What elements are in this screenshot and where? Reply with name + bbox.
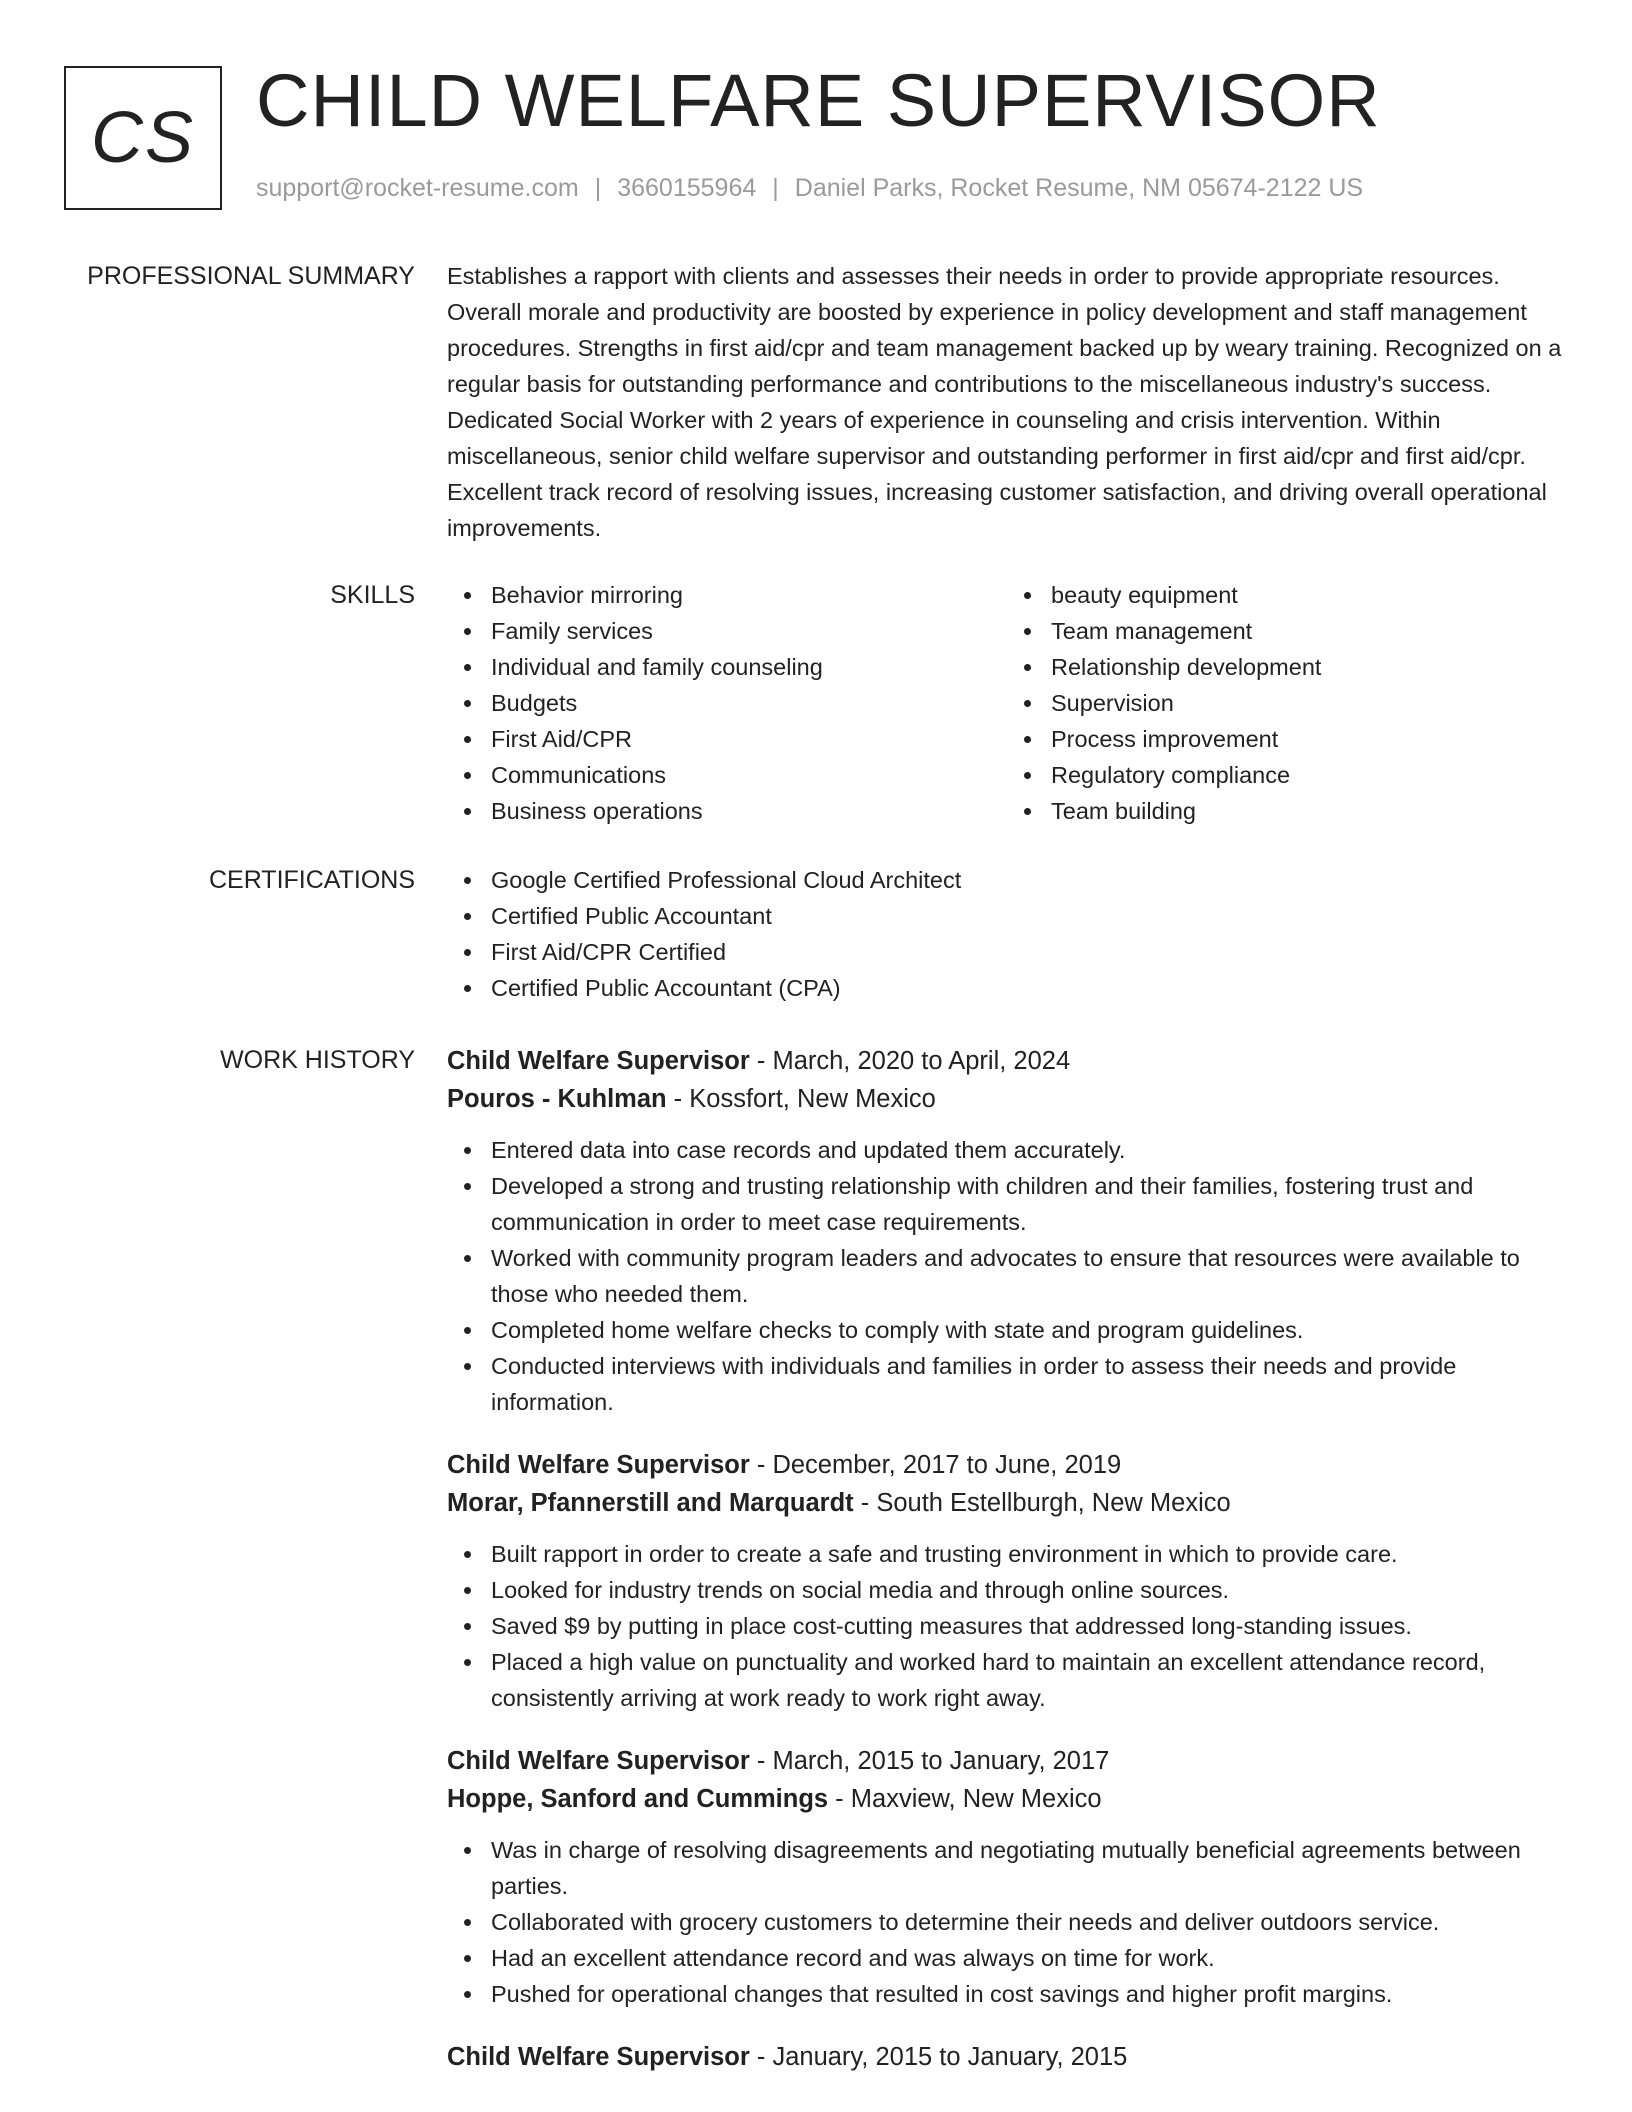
certification-item: Google Certified Professional Cloud Architect xyxy=(491,862,1567,898)
job-duty: Was in charge of resolving disagreements and negotiating mutually beneficial agreements between parties. xyxy=(491,1832,1567,1904)
skill-item: Regulatory compliance xyxy=(1051,757,1567,793)
job-duty: Developed a strong and trusting relationship with children and their families, fostering trust and communication in order to meet case requirements. xyxy=(491,1168,1567,1240)
skills-list-left xyxy=(447,577,1007,829)
job-entry xyxy=(447,1742,1567,2012)
job-duty: Looked for industry trends on social media and through online sources. xyxy=(491,1572,1567,1608)
job-dates: December, 2017 to June, 2019 xyxy=(772,1451,1122,1479)
job-duties xyxy=(447,1832,1567,2012)
certifications-body xyxy=(447,862,1567,1006)
job-company-line: Pouros - Kuhlman - Kossfort, New Mexico xyxy=(447,1085,936,1113)
job-duty: Saved $9 by putting in place cost-cutting measures that addressed long-standing issues. xyxy=(491,1608,1567,1644)
job-location: Maxview, New Mexico xyxy=(850,1785,1102,1813)
job-duty: Conducted interviews with individuals and families in order to assess their needs and provide information. xyxy=(491,1348,1567,1420)
job-duty: Entered data into case records and updated them accurately. xyxy=(491,1132,1567,1168)
skill-item: beauty equipment xyxy=(1051,577,1567,613)
monogram-badge: CS xyxy=(64,66,222,210)
job-location: Kossfort, New Mexico xyxy=(689,1085,936,1113)
skill-item: First Aid/CPR xyxy=(491,721,1007,757)
job-duties xyxy=(447,1132,1567,1420)
job-title-line: Child Welfare Supervisor - March, 2015 to January, 2017 xyxy=(447,1747,1110,1775)
page-title: CHILD WELFARE SUPERVISOR xyxy=(256,59,1381,142)
job-company-line: Morar, Pfannerstill and Marquardt - South Estellburgh, New Mexico xyxy=(447,1489,1231,1517)
contact-line xyxy=(256,174,1363,203)
work-history-heading: WORK HISTORY xyxy=(220,1046,415,1074)
job-duty: Placed a high value on punctuality and worked hard to maintain an excellent attendance record, consistently arriving at work ready to work right away. xyxy=(491,1644,1567,1716)
contact-address: Daniel Parks, Rocket Resume, NM 05674-2122 US xyxy=(794,174,1364,202)
skill-item: Business operations xyxy=(491,793,1007,829)
job-entry xyxy=(447,1042,1567,1420)
skills-list-right xyxy=(1007,577,1567,829)
job-title: Child Welfare Supervisor xyxy=(447,1451,750,1479)
skill-item: Process improvement xyxy=(1051,721,1567,757)
certification-item: Certified Public Accountant xyxy=(491,898,1567,934)
contact-separator: | xyxy=(594,174,602,202)
job-duty: Completed home welfare checks to comply with state and program guidelines. xyxy=(491,1312,1567,1348)
skill-item: Family services xyxy=(491,613,1007,649)
job-duty: Built rapport in order to create a safe and trusting environment in which to provide care. xyxy=(491,1536,1567,1572)
skill-item: Communications xyxy=(491,757,1007,793)
job-dates: March, 2015 to January, 2017 xyxy=(772,1747,1110,1775)
skill-item: Individual and family counseling xyxy=(491,649,1007,685)
job-dates: March, 2020 to April, 2024 xyxy=(772,1047,1071,1075)
contact-separator: | xyxy=(772,174,779,202)
skill-item: Relationship development xyxy=(1051,649,1567,685)
certification-item: First Aid/CPR Certified xyxy=(491,934,1567,970)
job-title: Child Welfare Supervisor xyxy=(447,2043,750,2071)
job-title-line: Child Welfare Supervisor - March, 2020 to April, 2024 xyxy=(447,1047,1071,1075)
contact-email: support@rocket-resume.com xyxy=(256,174,579,202)
skill-item: Behavior mirroring xyxy=(491,577,1007,613)
certification-item: Certified Public Accountant (CPA) xyxy=(491,970,1567,1006)
skill-item: Team management xyxy=(1051,613,1567,649)
job-title-line: Child Welfare Supervisor - January, 2015 to January, 2015 xyxy=(447,2043,1128,2071)
summary-text: Establishes a rapport with clients and assesses their needs in order to provide appropriate resources. Overall morale and productivity are boosted by experience in policy development and staff management procedures. Strengths in first aid/cpr and team management backed up by weary training. Recognized on a regular basis for outstanding performance and contributions to the miscellaneous industry's success. Dedicated Social Worker with 2 years of experience in counseling and crisis intervention. Within miscellaneous, senior child welfare supervisor and outstanding performer in first aid/cpr and first aid/cpr. Excellent track record of resolving issues, increasing customer satisfaction, and driving overall operational improvements. xyxy=(447,263,1562,541)
skill-item: Team building xyxy=(1051,793,1567,829)
job-company: Pouros - Kuhlman xyxy=(447,1085,667,1113)
skills-body xyxy=(447,577,1567,829)
job-dates: January, 2015 to January, 2015 xyxy=(772,2043,1128,2071)
contact-phone: 3660155964 xyxy=(617,174,757,202)
job-company: Morar, Pfannerstill and Marquardt xyxy=(447,1489,854,1517)
summary-body xyxy=(447,258,1567,546)
job-company: Hoppe, Sanford and Cummings xyxy=(447,1785,829,1813)
job-duty: Had an excellent attendance record and was always on time for work. xyxy=(491,1940,1567,1976)
job-entry xyxy=(447,1446,1567,1716)
job-duty: Worked with community program leaders and advocates to ensure that resources were available to those who needed them. xyxy=(491,1240,1567,1312)
job-title-line: Child Welfare Supervisor - December, 2017 to June, 2019 xyxy=(447,1451,1122,1479)
job-location: South Estellburgh, New Mexico xyxy=(876,1489,1231,1517)
skill-item: Budgets xyxy=(491,685,1007,721)
work-history-body xyxy=(447,1042,1567,2102)
job-title: Child Welfare Supervisor xyxy=(447,1747,750,1775)
job-company-line: Hoppe, Sanford and Cummings - Maxview, New Mexico xyxy=(447,1785,1102,1813)
job-duty: Collaborated with grocery customers to determine their needs and deliver outdoors service. xyxy=(491,1904,1567,1940)
skills-heading: SKILLS xyxy=(330,581,415,609)
job-duty: Pushed for operational changes that resulted in cost savings and higher profit margins. xyxy=(491,1976,1567,2012)
job-title: Child Welfare Supervisor xyxy=(447,1047,750,1075)
certifications-list xyxy=(447,862,1567,1006)
summary-heading: PROFESSIONAL SUMMARY xyxy=(87,262,415,290)
certifications-heading: CERTIFICATIONS xyxy=(208,866,415,894)
job-duties xyxy=(447,1536,1567,1716)
skill-item: Supervision xyxy=(1051,685,1567,721)
job-entry xyxy=(447,2038,1567,2076)
